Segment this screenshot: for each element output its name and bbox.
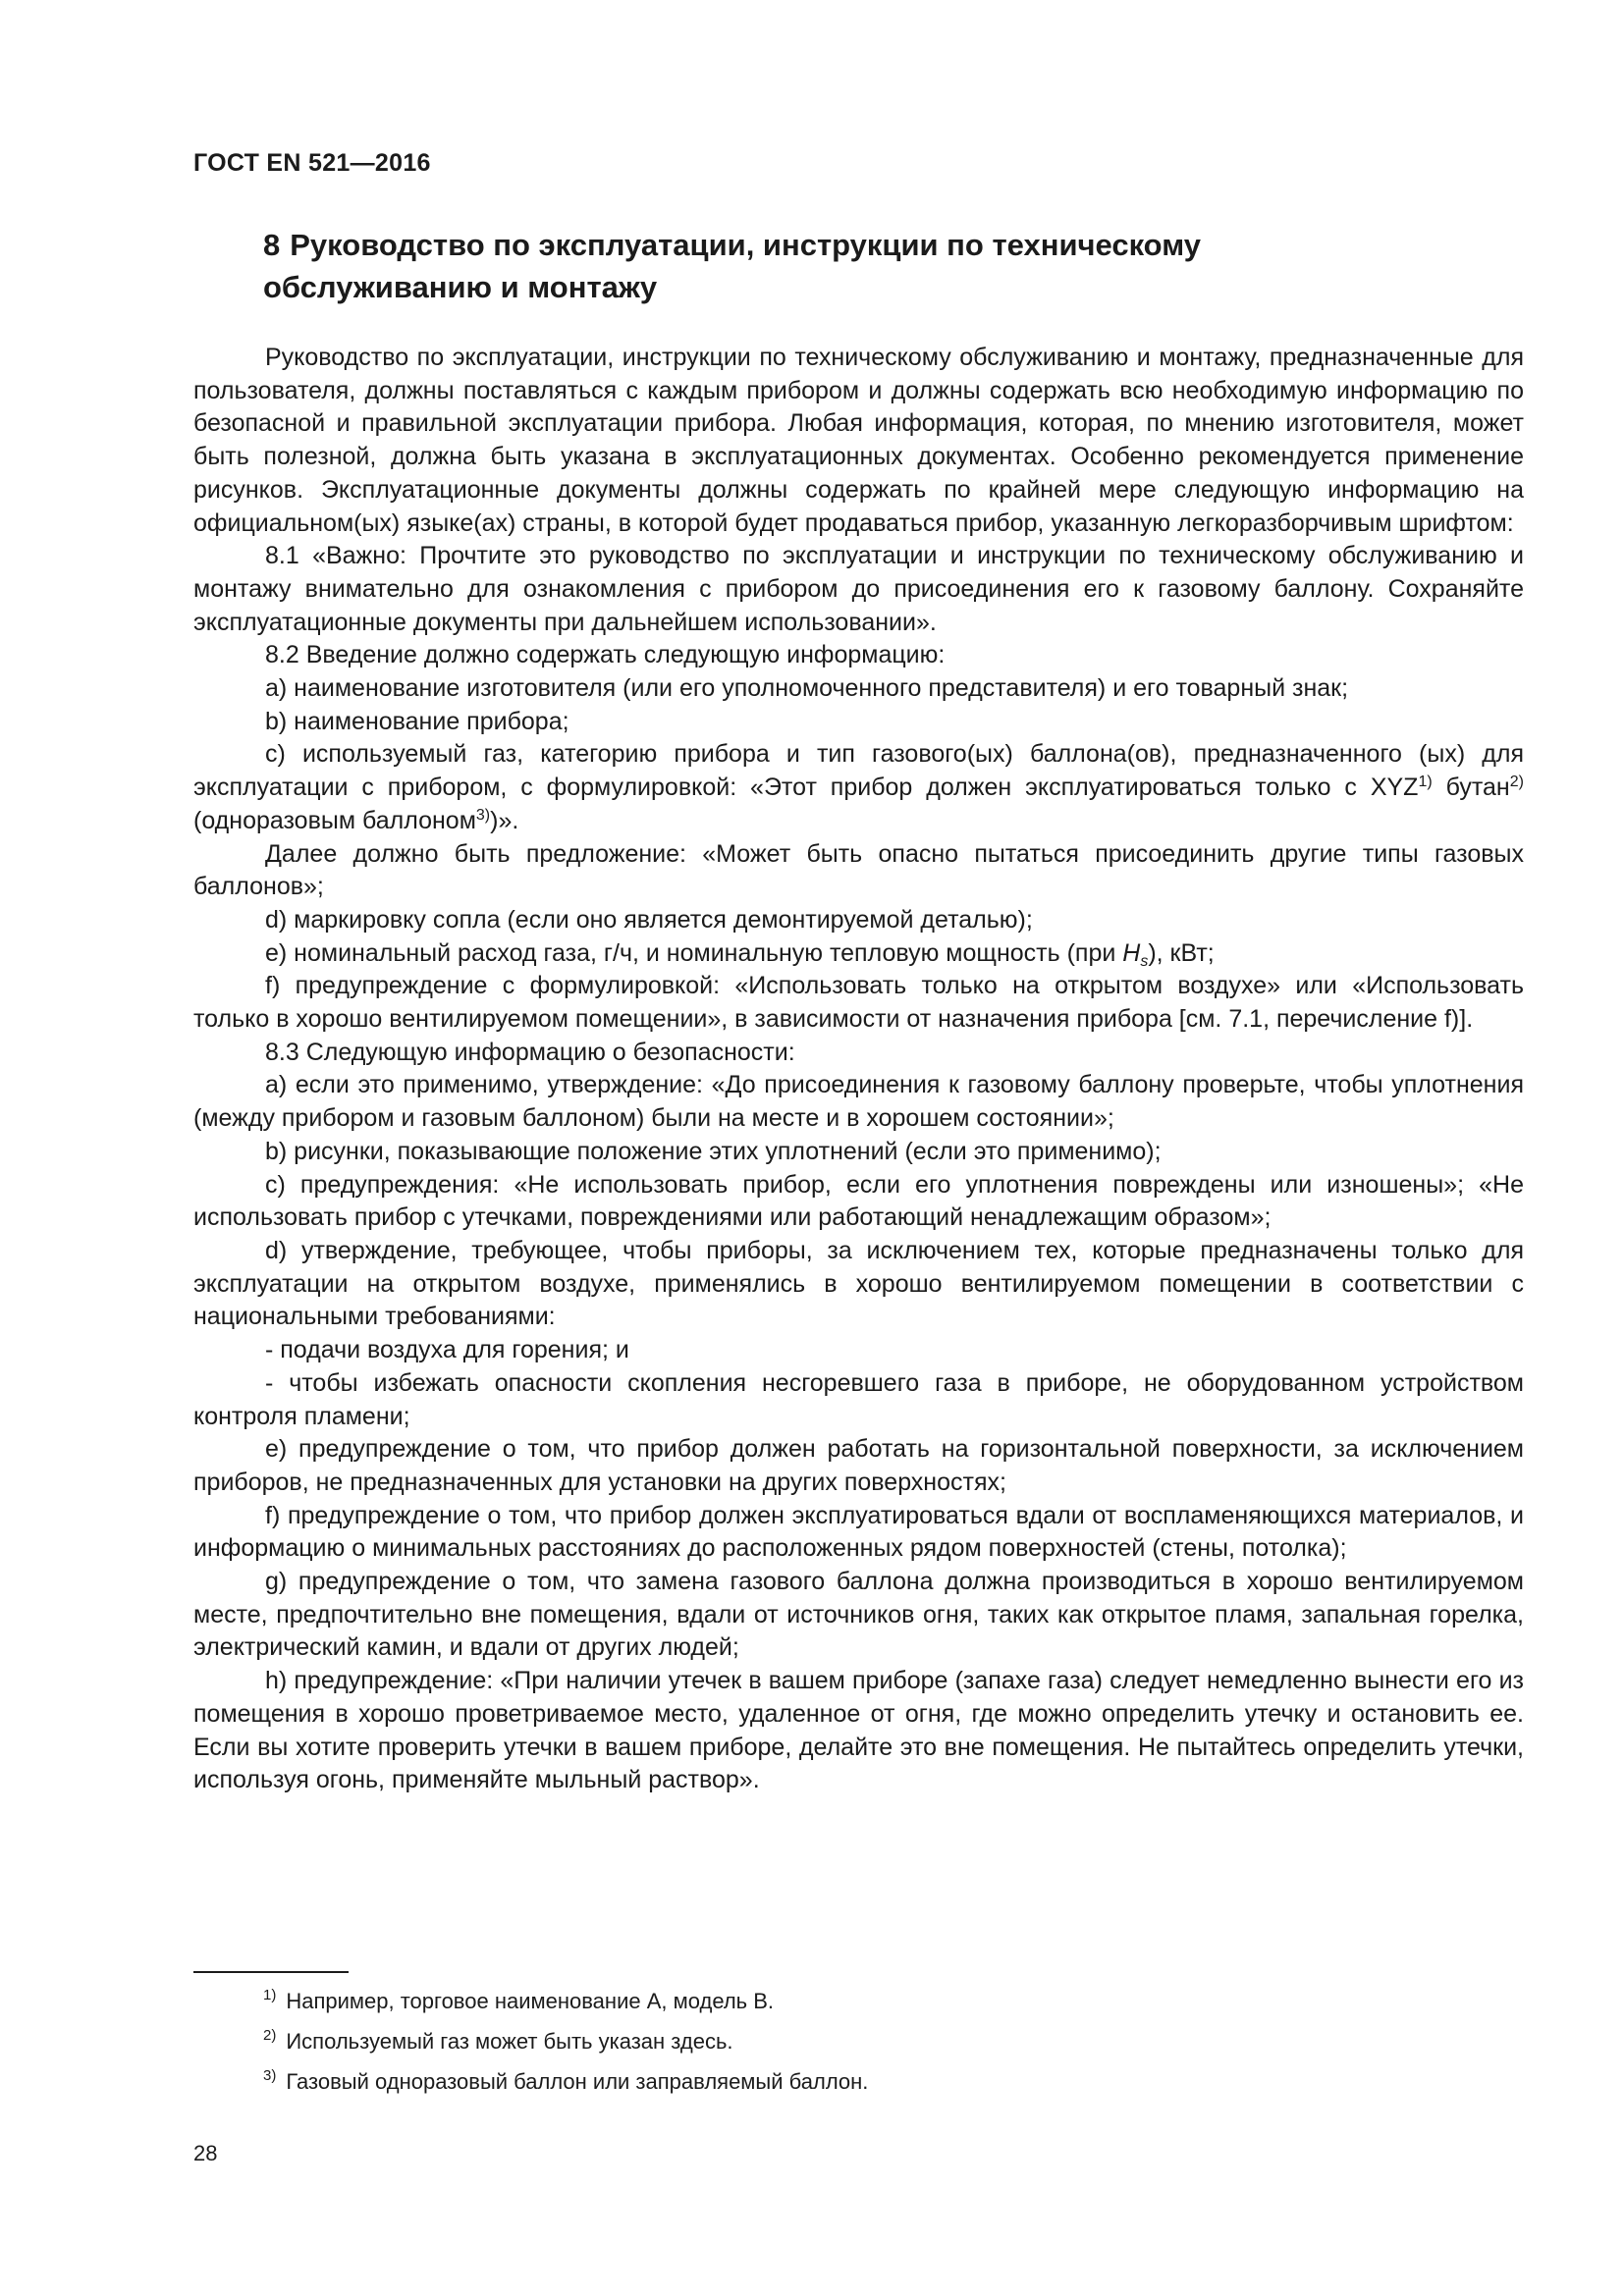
clause-8-2-d: d) маркировку сопла (если оно является демонтируемой деталью);	[265, 905, 1033, 934]
footnote-text: Например, торговое наименование А, модель В.	[286, 1989, 775, 2013]
footnote-1	[263, 1983, 1441, 2019]
clause-8-3-e: e) предупреждение о том, что прибор должен работать на горизонтальной поверхности, за исключением приборов, не предназначенных для установки на других поверхностях;	[193, 1435, 1524, 1496]
footnote-text: Газовый одноразовый баллон или заправляемый баллон.	[286, 2069, 869, 2094]
clause-8-2-c-mid2: (одноразовым баллоном	[193, 806, 476, 834]
clause-8-3-d-item-2: - чтобы избежать опасности скопления несгоревшего газа в приборе, не оборудованном устройством контроля пламени;	[193, 1368, 1524, 1430]
clause-8-2-c-end: )».	[490, 806, 519, 834]
clause-8-3-d: d) утверждение, требующее, чтобы приборы, за исключением тех, которые предназначены только для эксплуатации на открытом воздухе, применялись в хорошо вентилируемом помещении в соответствии с национальными требованиями:	[193, 1236, 1524, 1331]
clause-8-2-f: f) предупреждение с формулировкой: «Использовать только на открытом воздухе» или «Использовать только в хорошо вентилируемом помещении», в зависимости от назначения прибора [см. 7.1, перечисление f)].	[193, 972, 1524, 1034]
clause-8-2-c	[193, 738, 1524, 837]
clause-8-3-f: f) предупреждение о том, что прибор должен эксплуатироваться вдали от воспламеняющихся материалов, и информацию о минимальных расстояниях до расположенных рядом поверхностей (стены, потолка);	[193, 1501, 1524, 1563]
clause-8-2: 8.2 Введение должно содержать следующую информацию:	[265, 641, 946, 669]
clause-8-3-b: b) рисунки, показывающие положение этих уплотнений (если это применимо);	[265, 1137, 1162, 1165]
clause-8-2-a: a) наименование изготовителя (или его уполномоченного представителя) и его товарный знак;	[265, 674, 1349, 703]
footnote-text: Используемый газ может быть указан здесь.	[286, 2029, 733, 2054]
clause-8-2-e-start: e) номинальный расход газа, г/ч, и номинальную тепловую мощность (при	[265, 938, 1123, 967]
section-title	[263, 224, 1392, 308]
standard-header: ГОСТ EN 521—2016	[193, 149, 431, 177]
footnote-2	[263, 2023, 1441, 2059]
section-title-text: Руководство по эксплуатации, инструкции по техническому обслуживанию и монтажу	[263, 228, 1201, 304]
footnote-3	[263, 2063, 1441, 2100]
section-number: 8	[263, 228, 281, 262]
clause-8-2-further: Далее должно быть предложение: «Может быть опасно пытаться присоединить другие типы газовых баллонов»;	[193, 839, 1524, 901]
symbol-H: H	[1122, 938, 1141, 967]
clause-8-3-d-item-1: - подачи воздуха для горения; и	[265, 1336, 629, 1364]
clause-8-3-h: h) предупреждение: «При наличии утечек в вашем приборе (запахе газа) следует немедленно вынести его из помещения в хорошо проветриваемое место, удаленное от огня, где можно определить утечку и остановить ее. Если вы хотите проверить утечки в вашем приборе, делайте это вне помещения. Не пытайтесь определить утечки, используя огонь, применяйте мыльный раствор».	[193, 1667, 1524, 1794]
clause-8-2-e-end: ), кВт;	[1148, 938, 1215, 967]
footnote-divider	[193, 1971, 349, 1973]
footnote-mark: 1)	[263, 1987, 277, 2003]
footnote-ref-1: 1)	[1418, 774, 1433, 791]
clause-8-2-e	[193, 937, 1524, 971]
clause-8-2-c-text: c) используемый газ, категорию прибора и тип газового(ых) баллона(ов), предназначенного (ых) для эксплуатации с прибором, с формулировкой: «Этот прибор должен эксплуатироваться только с XYZ	[193, 740, 1524, 802]
section-body	[193, 342, 1524, 1797]
clause-8-2-c-mid: бутан	[1432, 774, 1510, 802]
clause-8-1: 8.1 «Важно: Прочтите это руководство по эксплуатации и инструкции по техническому обслуживанию и монтажу внимательно для ознакомления с прибором до присоединения его к газовому баллону. Сохраняйте эксплуатационные документы при дальнейшем использовании».	[193, 542, 1524, 636]
symbol-s: s	[1140, 952, 1149, 970]
intro-paragraph: Руководство по эксплуатации, инструкции по техническому обслуживанию и монтажу, предназначенные для пользователя, должны поставляться с каждым прибором и должны содержать всю необходимую информацию по безопасной и правильной эксплуатации прибора. Любая информация, которая, по мнению изготовителя, может быть полезной, должна быть указана в эксплуатационных документах. Особенно рекомендуется применение рисунков. Эксплуатационные документы должны содержать по крайней мере следующую информацию на официальном(ых) языке(ах) страны, в которой будет продаваться прибор, указанную легкоразборчивым шрифтом:	[193, 344, 1524, 537]
clause-8-3-c: c) предупреждения: «Не использовать прибор, если его уплотнения повреждены или изношены»; «Не использовать прибор с утечками, повреждениями или работающий ненадлежащим образом»;	[193, 1170, 1524, 1232]
clause-8-3-g: g) предупреждение о том, что замена газового баллона должна производиться в хорошо вентилируемом месте, предпочтительно вне помещения, вдали от источников огня, таких как открытое пламя, запальная горелка, электрический камин, и вдали от других людей;	[193, 1568, 1524, 1662]
clause-8-2-b: b) наименование прибора;	[265, 707, 569, 735]
clause-8-3: 8.3 Следующую информацию о безопасности:	[265, 1038, 795, 1066]
clause-8-3-a: a) если это применимо, утверждение: «До присоединения к газовому баллону проверьте, чтобы уплотнения (между прибором и газовым баллоном) были на месте и в хорошем состоянии»;	[193, 1071, 1524, 1133]
page-number: 28	[193, 2141, 218, 2165]
footnote-mark: 3)	[263, 2067, 277, 2084]
footnote-mark: 2)	[263, 2027, 277, 2044]
footnotes	[263, 1983, 1441, 2104]
footnote-ref-2: 2)	[1509, 774, 1524, 791]
footnote-ref-3: 3)	[475, 806, 491, 824]
